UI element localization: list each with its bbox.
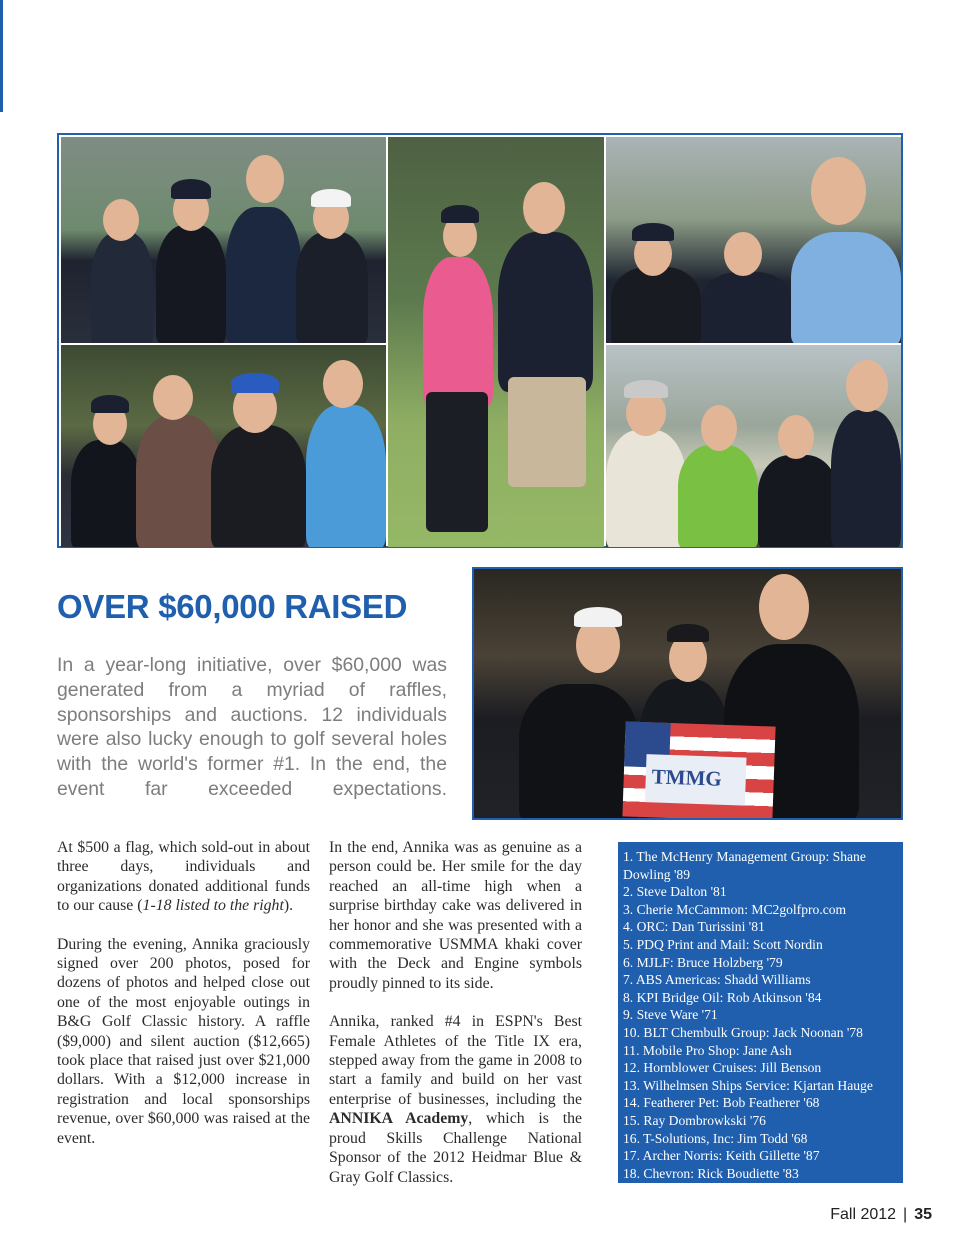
text-run: Annika, ranked #4 in ESPN's Best Female Athletes of the Title IX era, stepped away from the game in 2008 to start a family and build on her vast enterprise of businesses, including the xyxy=(329,1013,582,1108)
person-figure xyxy=(226,207,301,343)
photo-group-four xyxy=(61,137,386,343)
body-paragraph: In the end, Annika was as genuine as a person could be. Her smile for the day reached an all-time high when a surprise birthday cake was delivered in her honor and she was presented with a commemorative USMMA khaki cover with the Deck and Engine symbols proudly pinned to its side. xyxy=(329,839,582,992)
sponsor-item: 12. Hornblower Cruises: Jill Benson xyxy=(623,1060,822,1076)
cap xyxy=(574,607,622,627)
sponsor-item: 6. MJLF: Bruce Holzberg '79 xyxy=(623,954,783,970)
sponsor-list-box xyxy=(618,842,903,1183)
person-head xyxy=(778,415,814,459)
person-figure xyxy=(831,410,901,547)
cap xyxy=(441,205,479,223)
text-run: ). xyxy=(283,897,294,915)
person-figure xyxy=(306,405,386,547)
sponsor-item: 11. Mobile Pro Shop: Jane Ash xyxy=(623,1042,792,1058)
sponsor-item: 9. Steve Ware '71 xyxy=(623,1007,718,1023)
sponsor-item: 2. Steve Dalton '81 xyxy=(623,884,727,900)
sponsor-item: 14. Featherer Pet: Bob Featherer '68 xyxy=(623,1095,820,1111)
text-run: At $500 a flag, which sold-out in about three days, individuals and organizations donated additional funds to our cause ( xyxy=(57,839,310,915)
person-figure xyxy=(611,267,701,343)
sponsor-item: 3. Cherie McCammon: MC2golfpro.com xyxy=(623,901,847,917)
cap xyxy=(231,373,279,393)
body-column-1 xyxy=(57,838,310,1167)
person-figure xyxy=(519,684,639,820)
sponsor-list xyxy=(623,848,897,1182)
banner-text: TMMG xyxy=(651,764,723,791)
cap xyxy=(171,179,211,199)
person-figure xyxy=(211,425,306,547)
article-deck: In a year-long initiative, over $60,000 was generated from a myriad of raffles, sponsorships and auctions. 12 individuals were also lucky enough to golf several holes with the world's former #1. In the end, the event far exceeded expectations. xyxy=(57,654,447,800)
banner-panel xyxy=(645,754,747,805)
person-head xyxy=(523,182,565,234)
sponsor-item: 16. T-Solutions, Inc: Jim Todd '68 xyxy=(623,1130,808,1146)
person-figure xyxy=(498,232,593,392)
sponsor-item: 18. Chevron: Rick Boudiette '83 xyxy=(623,1165,799,1181)
person-figure xyxy=(156,225,226,343)
person-figure xyxy=(678,445,758,547)
cap xyxy=(624,380,668,398)
body-paragraph xyxy=(57,838,310,916)
page-footer xyxy=(830,1206,932,1224)
body-paragraph xyxy=(329,1012,582,1187)
person-figure xyxy=(701,272,793,343)
person-figure xyxy=(606,430,686,547)
flag-banner xyxy=(622,721,775,820)
person-figure xyxy=(426,392,488,532)
photo-group-three xyxy=(606,137,901,343)
photo-pair-course xyxy=(388,137,604,547)
sponsor-item: 15. Ray Dombrowkski '76 xyxy=(623,1112,766,1128)
body-column-2 xyxy=(329,838,582,1206)
body-paragraph: During the evening, Annika graciously signed over 200 photos, posed for dozens of photos and helped close out one of the most enjoyable outings in B&G Golf Classic history. A raffle ($9,000) and silent auction ($12,665) took place that raised just over $21,000 dollars. With a $12,000 increase in registration and local sponsorships revenue, over $60,000 was raised at the event. xyxy=(57,935,310,1147)
footer-separator: | xyxy=(903,1206,908,1223)
academy-name: ANNIKA Academy xyxy=(329,1110,469,1128)
photo-group-four-tents xyxy=(606,345,901,547)
person-figure xyxy=(508,377,586,487)
text-run: , which is the proud Skills Challenge National Sponsor of the 2012 Heidmar Blue & Gray Golf Classics. xyxy=(329,1110,582,1186)
cap xyxy=(91,395,129,413)
photo-evening-banner xyxy=(472,567,903,820)
sponsor-item: 17. Archer Norris: Keith Gillette '87 xyxy=(623,1148,820,1164)
sponsor-item: 10. BLT Chembulk Group: Jack Noonan '78 xyxy=(623,1024,863,1040)
sponsor-item: 1. The McHenry Management Group: Shane Dowling '89 xyxy=(623,849,866,882)
photo-collage xyxy=(57,133,903,548)
sponsor-item: 7. ABS Americas: Shadd Williams xyxy=(623,972,811,988)
person-figure xyxy=(91,232,153,343)
person-head xyxy=(811,157,866,225)
person-figure xyxy=(423,257,493,407)
person-head xyxy=(701,405,737,451)
sponsor-item: 5. PDQ Print and Mail: Scott Nordin xyxy=(623,936,823,952)
sponsor-item: 13. Wilhelmsen Ships Service: Kjartan Hauge xyxy=(623,1077,873,1093)
person-head xyxy=(724,232,762,276)
italic-note: 1-18 listed to the right xyxy=(142,897,284,915)
person-head xyxy=(759,574,809,640)
person-head xyxy=(153,375,193,420)
person-figure xyxy=(791,232,901,343)
person-figure xyxy=(758,455,838,547)
person-figure xyxy=(136,415,221,547)
sponsor-item: 8. KPI Bridge Oil: Rob Atkinson '84 xyxy=(623,989,822,1005)
person-figure xyxy=(296,232,368,343)
person-figure xyxy=(71,440,141,547)
photo-group-four-caps xyxy=(61,345,386,547)
cap xyxy=(667,624,709,642)
person-head xyxy=(846,360,888,412)
article-headline: OVER $60,000 RAISED xyxy=(57,588,408,625)
page-number: 35 xyxy=(914,1206,932,1223)
person-head xyxy=(103,199,139,241)
person-head xyxy=(323,360,363,408)
sponsor-item: 4. ORC: Dan Turissini '81 xyxy=(623,919,765,935)
edge-accent-bar xyxy=(0,0,3,112)
cap xyxy=(311,189,351,207)
person-head xyxy=(246,155,284,203)
issue-label: Fall 2012 xyxy=(830,1206,897,1223)
cap xyxy=(632,223,674,241)
